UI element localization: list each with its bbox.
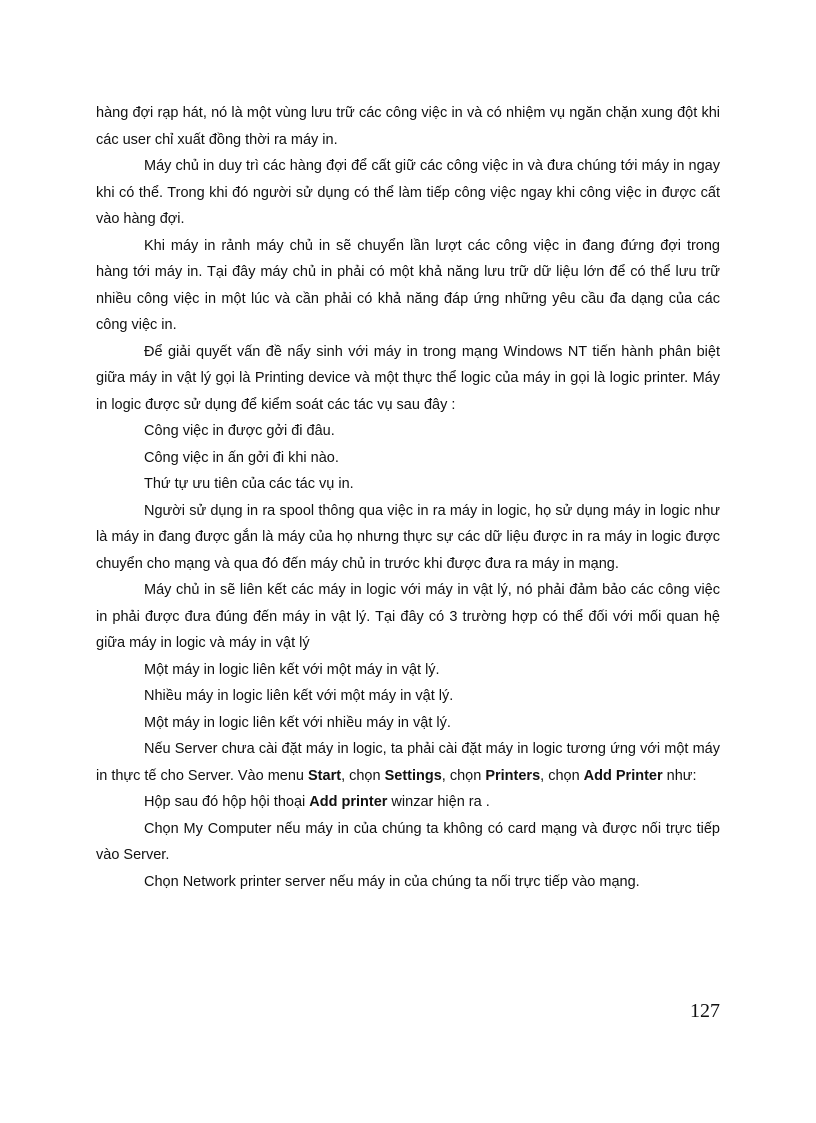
task-item: Công việc in ấn gởi đi khi nào. [144,449,339,466]
page-content [96,100,720,895]
paragraph: Người sử dụng in ra spool thông qua việc in ra máy in logic, họ sử dụng máy in logic như là máy in đang được gắn là máy của họ nhưng thực sự các dữ liệu được in ra máy in logic được chuyển cho mạng và qua đó đến máy chủ in trước khi được đưa ra máy in mạng. [96,502,720,572]
install-text: , chọn [540,767,584,784]
paragraph: Máy chủ in sẽ liên kết các máy in logic với máy in vật lý, nó phải đảm bảo các công việc in phải được đưa đúng đến máy in vật lý. Tại đây có 3 trường hợp có thể đối với mối quan hệ giữa máy in logic và máy in vật lý [96,582,720,651]
printers-menu-label: Printers [485,767,541,784]
choice-paragraph: Chọn My Computer nếu máy in của chúng ta không có card mạng và được nối trực tiếp vào Server. [96,820,720,863]
install-text: , chọn [441,767,486,784]
paragraph: Máy chủ in duy trì các hàng đợi để cất giữ các công việc in và đưa chúng tới máy in ngay khi có thể. Trong khi đó người sử dụng có thể làm tiếp công việc ngay khi công việc in được cất vào hàng đợi. [96,158,720,227]
page-number: 127 [690,1000,720,1022]
case-item: Một máy in logic liên kết với một máy in vật lý. [144,661,440,678]
case-item: Nhiều máy in logic liên kết với một máy in vật lý. [144,688,454,704]
task-item: Thứ tự ưu tiên của các tác vụ in. [144,476,354,492]
settings-menu-label: Settings [384,767,442,784]
paragraph: Để giải quyết vấn đề nẩy sinh với máy in trong mạng Windows NT tiến hành phân biệt giữa máy in vật lý gọi là Printing device và một thực thể logic của máy in gọi là logic printer. Máy in logic được sử dụng để kiểm soát các tác vụ sau đây : [96,343,720,413]
add-printer-dialog-label: Add printer [309,794,388,810]
install-paragraph [96,736,720,789]
install-text: , chọn [341,767,385,784]
case-item: Một máy in logic liên kết với nhiều máy in vật lý. [144,714,451,731]
dialog-text: Hộp sau đó hộp hội thoại [144,794,310,810]
dialog-paragraph [96,789,720,816]
add-printer-menu-label: Add Printer [583,767,663,784]
choice-paragraph: Chọn Network printer server nếu máy in của chúng ta nối trực tiếp vào mạng. [144,873,640,890]
task-item: Công việc in được gởi đi đâu. [144,423,335,439]
install-text: như: [662,767,697,784]
dialog-text: winzar hiện ra . [387,794,490,810]
paragraph: Khi máy in rảnh máy chủ in sẽ chuyển lần lượt các công việc in đang đứng đợi trong hàng tới máy in. Tại đây máy chủ in phải có một khả năng lưu trữ dữ liệu lớn để có thể lưu trữ nhiều công việc in một lúc và cần phải có khả năng đáp ứng những yêu cầu đa dạng của các công việc in. [96,237,720,333]
start-menu-label: Start [308,767,342,784]
paragraph: hàng đợi rạp hát, nó là một vùng lưu trữ các công việc in và có nhiệm vụ ngăn chặn xung đột khi các user chỉ xuất đồng thời ra máy in. [96,105,720,148]
install-text: Nếu Server chưa cài đặt máy in logic, ta phải cài đặt máy in logic tương ứng với một máy in thực tế cho Server. Vào menu [96,741,720,784]
